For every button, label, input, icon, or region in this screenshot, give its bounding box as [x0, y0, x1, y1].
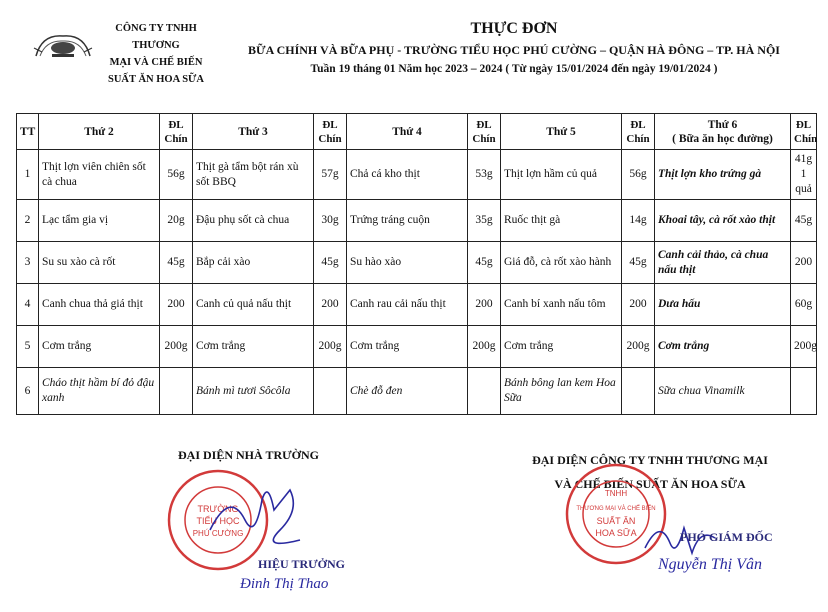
dish-thu2: Lạc tẩm gia vị: [39, 200, 160, 242]
dish-thu2: Canh chua thả giá thịt: [39, 284, 160, 326]
amount-thu4: 35g: [468, 200, 501, 242]
header-dl: ĐL Chín: [791, 114, 817, 150]
amount-thu6: 200g: [791, 326, 817, 368]
table-row: [17, 326, 817, 368]
company-line: SUẤT ĂN HOA SỮA: [108, 74, 204, 85]
dish-thu6: Dưa hấu: [655, 284, 791, 326]
dish-thu2: Cháo thịt hầm bí đỏ đậu xanh: [39, 368, 160, 415]
table-row: [17, 242, 817, 284]
dish-thu6: Thịt lợn kho trứng gà: [655, 150, 791, 200]
amount-thu4: 45g: [468, 242, 501, 284]
amount-thu6: 45g: [791, 200, 817, 242]
header-thu2: Thứ 2: [39, 114, 160, 150]
dish-thu4: Trứng tráng cuộn: [347, 200, 468, 242]
principal-name: Đinh Thị Thao: [240, 576, 329, 592]
dish-thu5: Ruốc thịt gà: [501, 200, 622, 242]
dish-thu3: Thịt gà tẩm bột rán xù sốt BBQ: [193, 150, 314, 200]
title-block: [200, 18, 828, 78]
document-header: [0, 0, 828, 110]
table-header-row: [17, 114, 817, 150]
principal-signature-icon: [197, 470, 310, 560]
dish-thu5: Cơm trắng: [501, 326, 622, 368]
row-number: 5: [17, 326, 39, 368]
table-row: [17, 368, 817, 415]
svg-text:THƯƠNG MẠI VÀ CHẾ BIẾN: THƯƠNG MẠI VÀ CHẾ BIẾN: [576, 506, 656, 512]
amount-thu2: 56g: [160, 150, 193, 200]
amount-thu4: 53g: [468, 150, 501, 200]
amount-thu4: 200: [468, 284, 501, 326]
header-thu6: Thứ 6 ( Bữa ăn học đường): [655, 114, 791, 150]
amount-thu6: 41g 1 quả: [791, 150, 817, 200]
svg-text:HOA SỮA: HOA SỮA: [595, 528, 637, 538]
deputy-director-name: Nguyễn Thị Vân: [658, 556, 762, 573]
dish-thu4: Su hào xào: [347, 242, 468, 284]
amount-thu4: [468, 368, 501, 415]
page-subtitle: BỮA CHÍNH VÀ BỮA PHỤ - TRƯỜNG TIỂU HỌC PHÚ CƯỜNG – QUẬN HÀ ĐÔNG – TP. HÀ NỘI: [248, 43, 780, 57]
header-thu5: Thứ 5: [501, 114, 622, 150]
dish-thu2: Su su xào cà rốt: [39, 242, 160, 284]
svg-text:TIỂU HỌC: TIỂU HỌC: [196, 516, 240, 526]
amount-thu6: [791, 368, 817, 415]
row-number: 2: [17, 200, 39, 242]
dish-thu3: Bắp cải xào: [193, 242, 314, 284]
amount-thu2: 20g: [160, 200, 193, 242]
dish-thu4: Chè đỗ đen: [347, 368, 468, 415]
dish-thu3: Đậu phụ sốt cà chua: [193, 200, 314, 242]
table-row: [17, 150, 817, 200]
week-line: Tuần 19 tháng 01 Năm học 2023 – 2024 ( Từ ngày 15/01/2024 đến ngày 19/01/2024 ): [310, 63, 718, 75]
amount-thu5: 14g: [622, 200, 655, 242]
svg-text:PHÚ CƯỜNG: PHÚ CƯỜNG: [192, 529, 244, 538]
row-number: 1: [17, 150, 39, 200]
table-row: [17, 284, 817, 326]
amount-thu3: [314, 368, 347, 415]
dish-thu3: Bánh mì tươi Sôcôla: [193, 368, 314, 415]
company-name: [96, 20, 216, 88]
amount-thu3: 30g: [314, 200, 347, 242]
header-dl: ĐL Chín: [314, 114, 347, 150]
amount-thu3: 57g: [314, 150, 347, 200]
amount-thu2: 200g: [160, 326, 193, 368]
header-dl: ĐL Chín: [160, 114, 193, 150]
svg-text:SUẤT ĂN: SUẤT ĂN: [596, 516, 636, 526]
dish-thu5: Giá đỗ, cà rốt xào hành: [501, 242, 622, 284]
amount-thu2: 45g: [160, 242, 193, 284]
row-number: 6: [17, 368, 39, 415]
amount-thu6: 200: [791, 242, 817, 284]
header-dl: ĐL Chín: [468, 114, 501, 150]
amount-thu2: [160, 368, 193, 415]
menu-table: [16, 113, 817, 415]
header-dl: ĐL Chín: [622, 114, 655, 150]
dish-thu6: Canh cải thảo, cà chua nấu thịt: [655, 242, 791, 284]
header-tt: TT: [17, 114, 39, 150]
row-number: 3: [17, 242, 39, 284]
svg-text:TNHH: TNHH: [604, 489, 628, 498]
dish-thu2: Cơm trắng: [39, 326, 160, 368]
company-representative-title: ĐẠI DIỆN CÔNG TY TNHH THƯƠNG MẠI VÀ CHẾ BIẾN SUẤT ĂN HOA SỮA: [532, 453, 768, 491]
dish-thu2: Thịt lợn viên chiên sốt cà chua: [39, 150, 160, 200]
header-thu3: Thứ 3: [193, 114, 314, 150]
school-representative-title: ĐẠI DIỆN NHÀ TRƯỜNG: [178, 448, 320, 462]
amount-thu5: 45g: [622, 242, 655, 284]
page-title: THỰC ĐƠN: [470, 20, 558, 37]
dish-thu6: Sữa chua Vinamilk: [655, 368, 791, 415]
dish-thu5: Thịt lợn hầm củ quả: [501, 150, 622, 200]
amount-thu5: 56g: [622, 150, 655, 200]
amount-thu5: 200: [622, 284, 655, 326]
amount-thu3: 200g: [314, 326, 347, 368]
dish-thu6: Khoai tây, cà rốt xào thịt: [655, 200, 791, 242]
amount-thu4: 200g: [468, 326, 501, 368]
dish-thu5: Canh bí xanh nấu tôm: [501, 284, 622, 326]
amount-thu6: 60g: [791, 284, 817, 326]
amount-thu2: 200: [160, 284, 193, 326]
principal-role: HIỆU TRƯỞNG: [258, 557, 346, 571]
company-line: MẠI VÀ CHẾ BIẾN: [109, 57, 203, 68]
table-row: [17, 200, 817, 242]
company-line: CÔNG TY TNHH THƯƠNG: [115, 23, 197, 51]
row-number: 4: [17, 284, 39, 326]
dish-thu3: Cơm trắng: [193, 326, 314, 368]
amount-thu5: 200g: [622, 326, 655, 368]
dish-thu5: Bánh bông lan kem Hoa Sữa: [501, 368, 622, 415]
dish-thu4: Canh rau cải nấu thịt: [347, 284, 468, 326]
company-logo-icon: [32, 26, 94, 62]
amount-thu3: 45g: [314, 242, 347, 284]
header-thu4: Thứ 4: [347, 114, 468, 150]
amount-thu3: 200: [314, 284, 347, 326]
dish-thu4: Cơm trắng: [347, 326, 468, 368]
dish-thu4: Chả cá kho thịt: [347, 150, 468, 200]
amount-thu5: [622, 368, 655, 415]
deputy-director-role: PHÓ GIÁM ĐỐC: [680, 530, 773, 544]
dish-thu3: Canh củ quả nấu thịt: [193, 284, 314, 326]
dish-thu6: Cơm trắng: [655, 326, 791, 368]
svg-text:TRƯỜNG: TRƯỜNG: [197, 504, 239, 514]
